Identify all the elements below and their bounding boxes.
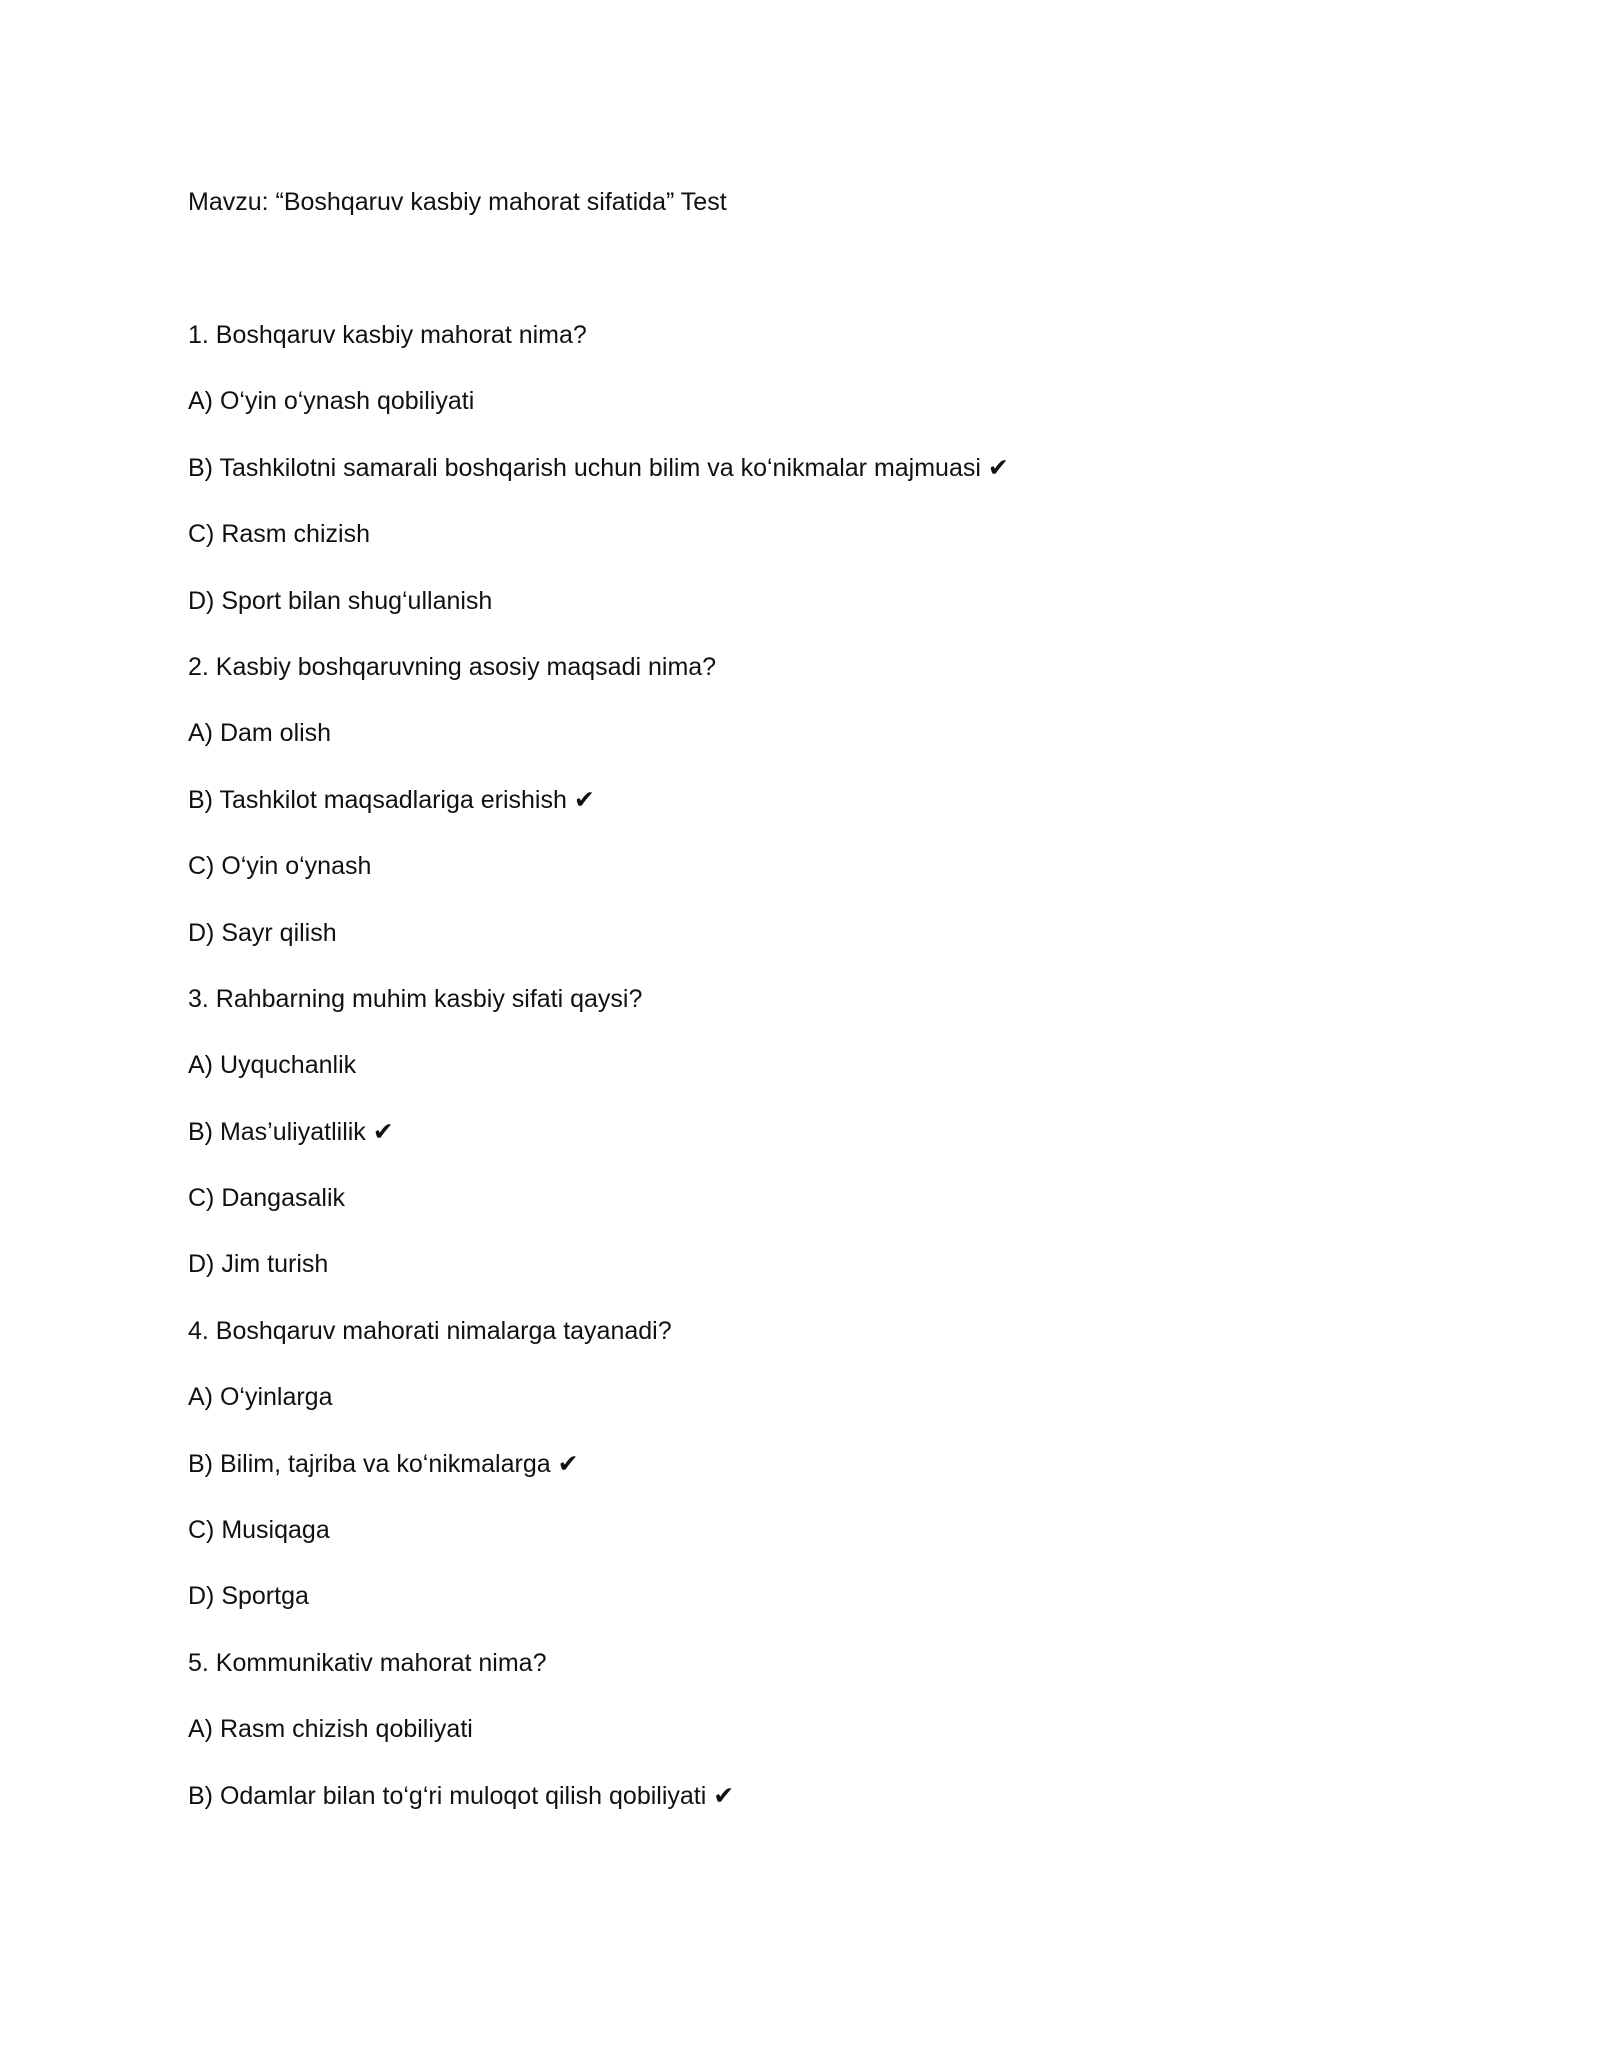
question-5: 5. Kommunikativ mahorat nima? (188, 1648, 547, 1677)
question-2-option-d: D) Sayr qilish (188, 918, 337, 947)
question-2: 2. Kasbiy boshqaruvning asosiy maqsadi nima? (188, 652, 717, 681)
question-1-option-a: A) O‘yin o‘ynash qobiliyati (188, 387, 475, 416)
question-4-option-b: B) Bilim, tajriba va ko‘nikmalarga ✔ (188, 1449, 579, 1478)
question-4: 4. Boshqaruv mahorati nimalarga tayanadi? (188, 1316, 672, 1345)
document-body (188, 187, 1438, 1847)
question-3-option-a: A) Uyquchanlik (188, 1051, 357, 1080)
question-4-option-a: A) O‘yinlarga (188, 1383, 333, 1412)
question-2-option-c: C) O‘yin o‘ynash (188, 852, 372, 881)
question-1-option-d: D) Sport bilan shug‘ullanish (188, 586, 493, 615)
question-3-option-c: C) Dangasalik (188, 1184, 346, 1213)
question-2-option-b: B) Tashkilot maqsadlariga erishish ✔ (188, 785, 595, 814)
question-1-option-c: C) Rasm chizish (188, 520, 370, 549)
document-title: Mavzu: “Boshqaruv kasbiy mahorat sifatida” Test (188, 188, 727, 216)
question-3-option-d: D) Jim turish (188, 1250, 329, 1279)
question-5-option-a: A) Rasm chizish qobiliyati (188, 1715, 473, 1744)
question-2-option-a: A) Dam olish (188, 719, 332, 748)
question-1-option-b: B) Tashkilotni samarali boshqarish uchun bilim va ko‘nikmalar majmuasi ✔ (188, 453, 1009, 482)
question-1: 1. Boshqaruv kasbiy mahorat nima? (188, 321, 587, 349)
question-4-option-c: C) Musiqaga (188, 1516, 330, 1545)
question-5-option-b: B) Odamlar bilan to‘g‘ri muloqot qilish qobiliyati ✔ (188, 1781, 735, 1810)
question-4-option-d: D) Sportga (188, 1582, 309, 1611)
question-3: 3. Rahbarning muhim kasbiy sifati qaysi? (188, 984, 643, 1013)
question-3-option-b: B) Mas’uliyatlilik ✔ (188, 1117, 394, 1146)
